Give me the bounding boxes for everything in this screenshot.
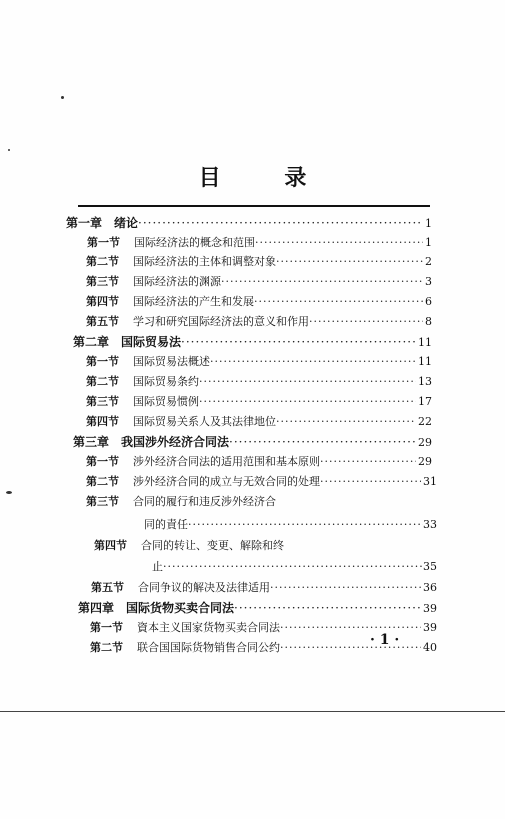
toc-section-entry [94,537,437,553]
toc-entry-label: 第一节 [90,621,123,634]
toc-entry-title: 国际贸易条约 [133,375,199,388]
toc-entry-title: 合同的转让、变更、解除和终 [141,539,284,552]
toc-section-entry [86,353,432,369]
toc-entry-title: 我国涉外经济合同法 [121,435,230,449]
toc-entry-title: 合同争议的解决及法律适用 [138,581,270,594]
scan-speck [61,96,64,99]
scan-speck [8,149,10,151]
toc-entry-label: 第三节 [86,275,119,288]
leader-dots [138,216,423,230]
toc-entry-page: 6 [425,295,432,308]
toc-entry-label: 第五节 [86,315,119,328]
toc-entry-label: 第三章 [73,435,110,449]
leader-dots [276,255,423,268]
toc-entry-label: 第一节 [86,455,119,468]
leader-dots [181,335,416,349]
toc-section-entry [86,293,432,309]
toc-entry-page: 1 [425,236,432,249]
leader-dots [188,518,423,531]
leader-dots [254,295,423,308]
toc-entry-page: 2 [425,255,432,268]
toc-entry-page: 29 [418,436,432,449]
toc-entry-page: 8 [425,315,432,328]
toc-entry-continuation [152,558,437,574]
leader-dots [163,560,423,573]
toc-entry-title: 绪论 [114,216,139,230]
toc-entry-page: 29 [418,455,432,468]
toc-entry-title: 国际经济法的产生和发展 [133,295,254,308]
toc-entry-title: 涉外经济合同的成立与无效合同的处理 [133,475,320,488]
leader-dots [280,641,421,654]
toc-section-entry [86,373,432,389]
toc-entry-page: 35 [423,560,437,573]
leader-dots [210,355,416,368]
toc-entry-title: 国际贸易法概述 [133,355,210,368]
title-rule [78,205,430,207]
toc-section-entry [86,473,437,489]
toc-section-entry [86,313,432,329]
toc-entry-title: 国际经济法的主体和调整对象 [133,255,276,268]
toc-entry-label: 第二章 [73,335,110,349]
page-bottom-edge [0,711,505,712]
toc-entry-page: 22 [418,415,432,428]
toc-entry-label: 第一章 [66,216,103,230]
toc-entry-page: 11 [418,355,432,368]
page-number: · 1 · [370,632,400,648]
toc-section-entry [86,413,432,429]
toc-entry-page: 39 [423,602,437,615]
toc-entry-label: 第四节 [86,415,119,428]
leader-dots [229,435,416,449]
leader-dots [309,315,423,328]
toc-entry-page: 13 [418,375,432,388]
toc-entry-page: 36 [423,581,437,594]
toc-entry-page: 17 [418,395,432,408]
toc-section-entry [91,579,437,595]
leader-dots [270,581,421,594]
toc-entry-label: 第四章 [78,601,115,615]
leader-dots [276,415,416,428]
page-title: 目 录 [198,165,335,191]
toc-entry-title-continued: 止 [152,560,163,573]
toc-entry-page: 31 [423,475,437,488]
toc-entry-page: 1 [425,217,432,230]
toc-entry-label: 第二节 [86,255,119,268]
leader-dots [320,475,421,488]
toc-entry-page: 33 [423,518,437,531]
toc-section-entry [86,493,437,509]
scan-speck [6,491,12,494]
toc-section-entry [86,253,432,269]
toc-entry-title: 合同的履行和违反涉外经济合 [133,495,276,508]
toc-entry-label: 第二节 [86,375,119,388]
toc-section-entry [87,234,432,250]
toc-chapter-entry [73,433,432,450]
toc-section-entry [86,273,432,289]
toc-entry-label: 第一节 [86,355,119,368]
toc-entry-title: 联合国国际货物销售合同公约 [137,641,280,654]
toc-entry-page: 11 [418,336,432,349]
toc-entry-label: 第三节 [86,395,119,408]
toc-entry-title-continued: 同的責任 [144,518,188,531]
toc-entry-label: 第三节 [86,495,119,508]
toc-entry-label: 第一节 [87,236,120,249]
toc-entry-title: 国际贸易关系人及其法律地位 [133,415,276,428]
toc-section-entry [86,393,432,409]
toc-chapter-entry [78,599,437,616]
toc-entry-label: 第二节 [86,475,119,488]
toc-entry-label: 第四节 [94,539,127,552]
toc-entry-page: 3 [425,275,432,288]
leader-dots [199,375,416,388]
leader-dots [255,236,423,249]
toc-entry-page: 40 [423,641,437,654]
toc-entry-title: 学习和研究国际经济法的意义和作用 [133,315,309,328]
toc-entry-title: 国际经济法的概念和范围 [134,236,255,249]
toc-entry-title: 涉外经济合同法的适用范围和基本原则 [133,455,320,468]
toc-entry-title: 国际经济法的渊源 [133,275,221,288]
toc-chapter-entry [73,333,432,350]
leader-dots [320,455,416,468]
toc-entry-label: 第四节 [86,295,119,308]
toc-entry-label: 第二节 [90,641,123,654]
toc-chapter-entry [66,214,432,231]
toc-entry-label: 第五节 [91,581,124,594]
toc-entry-title: 国际贸易法 [121,335,182,349]
toc-entry-continuation [144,516,437,532]
toc-entry-page: 39 [423,621,437,634]
leader-dots [221,275,423,288]
toc-entry-title: 国际货物买卖合同法 [126,601,235,615]
leader-dots [199,395,416,408]
toc-entry-title: 資本主义国家货物买卖合同法 [137,621,280,634]
toc-section-entry [86,453,432,469]
toc-entry-title: 国际贸易惯例 [133,395,199,408]
leader-dots [234,601,421,615]
leader-dots [280,621,421,634]
